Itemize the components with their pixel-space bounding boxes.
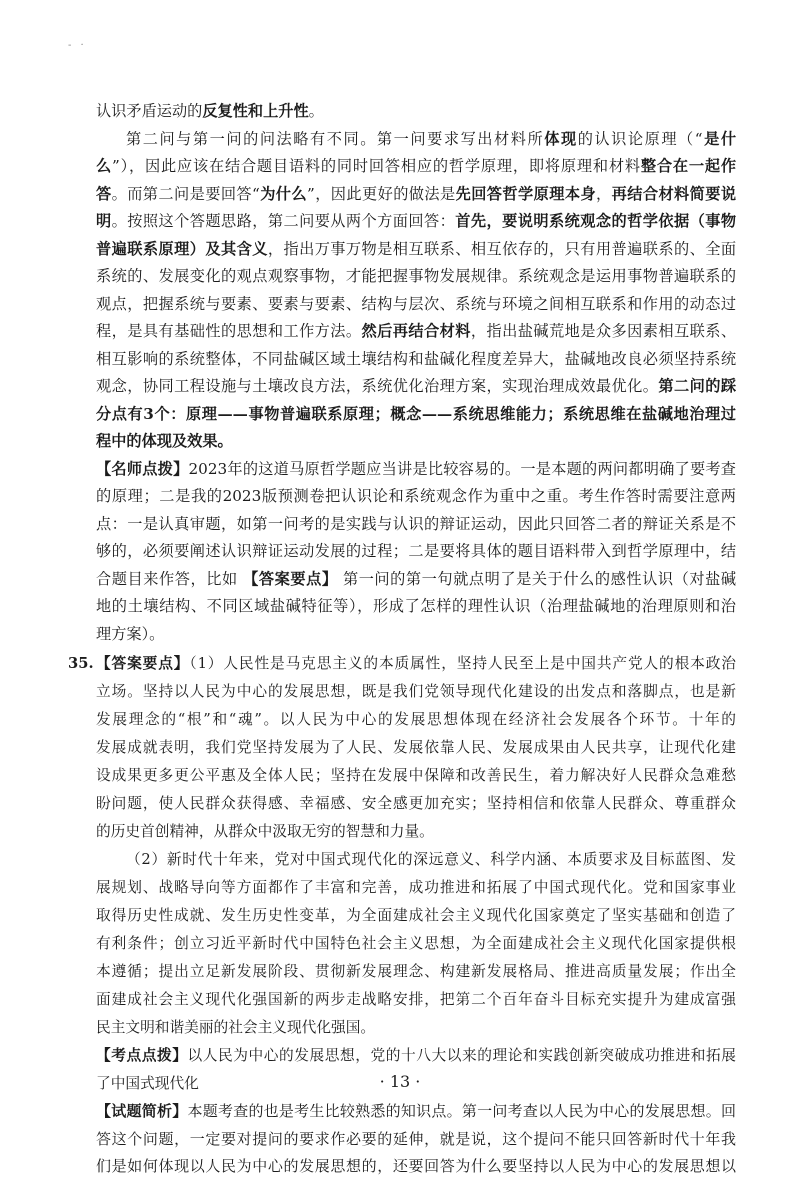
text-line (96, 456, 736, 484)
corner-mark: - · (68, 40, 87, 51)
text-line (96, 511, 736, 539)
text: 立场。坚持以人民为中心的发展思想，既是我们党领导现代化建设的出发点和落脚点，也是新 (96, 683, 736, 700)
text: 地的土壤结构、不同区域盐碱特征等），形成了怎样的理性认识（治理盐碱地的治理原则和治 (96, 597, 736, 615)
text-line (96, 1042, 736, 1070)
text-line (96, 318, 736, 346)
bold-text: 为什么 (259, 184, 308, 203)
text-line (96, 593, 736, 621)
section-question-34-analysis (96, 98, 736, 648)
text-line (96, 1126, 736, 1154)
text: 的原理；二是我的2023版预测卷把认识论和系统观念作为重中之重。考生作答时需要注意两 (96, 487, 736, 505)
text: 了中国式现代化 (96, 1075, 199, 1092)
text: 本题考查的也是考生比较熟悉的知识点。第一问考查以人民为中心的发展思想。回 (187, 1102, 736, 1120)
text: 相互影响的系统整体，不同盐碱区域土壤结构和盐碱化程度差异大，盐碱地改良必须坚持系统 (96, 349, 736, 368)
text: 发展成就表明，我们党坚持发展为了人民、发展依靠人民、发展成果由人民共享，让现代化建 (96, 739, 736, 756)
bold-text: 【名师点拨】 (96, 459, 189, 478)
text: 的历史首创精神，从群众中汲取无穷的智慧和力量。 (96, 823, 434, 840)
text: 点：一是认真审题，如第一问考的是实践与认识的辩证运动，因此只回答二者的辩证关系是不 (96, 514, 736, 533)
text: ，指出盐碱荒地是众多因素相互联系、 (470, 322, 737, 340)
text: 第一问的第一句就点明了是关于什么的感性认识（对盐碱 (337, 569, 737, 588)
bold-text: 首先，要说明系统观念的哲学依据（事物 (455, 212, 737, 230)
text-line (96, 208, 736, 236)
bold-text: 体现 (544, 129, 578, 148)
text: 以人民为中心的发展思想，党的十八大以来的理论和实践创新突破成功推进和拓展 (187, 1047, 736, 1064)
text: 认识矛盾运动的 (96, 102, 203, 120)
text: 够的，必须要阐述认识辩证运动发展的过程；二是要将具体的题目语料带入到哲学原理中，结 (96, 542, 736, 560)
text-line (96, 762, 736, 790)
text: 程，是具有基础性的思想和工作方法。 (96, 322, 362, 340)
text: 合题目来作答，比如 (96, 569, 244, 588)
bold-text: 么 (96, 157, 112, 175)
text: 的认识论原理（“ (577, 129, 703, 148)
bold-text: 是什 (702, 129, 737, 148)
text: 民主文明和谐美丽的社会主义现代化强国。 (96, 1019, 376, 1036)
page-body (68, 98, 737, 1181)
text: 观点，把握系统与要素、要素与要素、结构与层次、系统与环境之间相互联系和作用的动态过 (96, 294, 736, 313)
text-line (96, 902, 736, 930)
text-line (96, 1014, 736, 1042)
text-line (96, 566, 736, 594)
text-line (96, 986, 736, 1014)
text-line (96, 818, 736, 846)
text-line (96, 706, 736, 734)
section-analysis (96, 1098, 736, 1181)
text-line (96, 874, 736, 902)
bold-text: 【考点点拨】 (96, 1047, 188, 1064)
text-line (96, 401, 736, 429)
bold-text: 然后再结合材料 (361, 322, 471, 340)
text-line (96, 291, 736, 319)
bold-text: 【答案要点】 (96, 655, 190, 672)
text: （1）人民性是马克思主义的本质属性，坚持人民至上是中国共产党人的根本政治 (189, 655, 736, 672)
text: 盼问题，使人民群众获得感、幸福感、安全感更加充实；坚持相信和依靠人民群众、尊重群众 (96, 795, 736, 812)
bold-text: 【答案要点】 (243, 569, 338, 588)
bold-text: 普遍联系原理）及其含义 (96, 239, 268, 258)
text: 设成果更多更公平惠及全体人民；坚持在发展中保障和改善民生，着力解决好人民群众急难愁 (96, 767, 736, 784)
text-line (96, 1153, 736, 1181)
text: 第二问与第一问的问法略有不同。第一问要求写出材料所 (126, 129, 545, 148)
bold-text: 第二问的踩 (658, 377, 737, 395)
text: （2）新时代十年来，党对中国式现代化的深远意义、科学内涵、本质要求及目标蓝图、发 (126, 851, 736, 868)
bold-text: 答 (96, 184, 112, 203)
text: 本遵循；提出立足新发展阶段、贯彻新发展理念、构建新发展格局、推进高质量发展；作出全 (96, 963, 736, 980)
text: 发展理念的“根”和“魂”。以人民为中心的发展思想体现在经济社会发展各个环节。十年的 (96, 711, 736, 728)
text-line (96, 346, 736, 374)
bold-text: 明 (96, 212, 112, 230)
text: 取得历史性成就、发生历史性变革，为全面建成社会主义现代化国家奠定了坚实基础和创造了 (96, 907, 736, 924)
text-line (96, 1098, 736, 1126)
text-line (96, 181, 736, 209)
bold-text: 整合在一起作 (640, 157, 737, 175)
text-line (96, 538, 736, 566)
text: ”，因此更好的做法是 (307, 184, 456, 203)
section-question-35 (68, 650, 736, 1098)
text: 理方案）。 (96, 624, 165, 643)
bold-text: 【试题简析】 (96, 1102, 188, 1120)
text-line (96, 98, 736, 126)
text-line (68, 650, 736, 678)
text: ，指出万事万物是相互联系、相互依存的，只有用普遍联系的、全面 (267, 239, 737, 258)
text: 们是如何体现以人民为中心的发展思想的，还要回答为什么要坚持以人民为中心的发展思想以 (96, 1157, 736, 1175)
question-number: 35. (68, 655, 94, 672)
text-line (96, 846, 736, 874)
text-line (96, 483, 736, 511)
text: ， (596, 184, 612, 203)
text-line (96, 678, 736, 706)
text-line (96, 790, 736, 818)
text-line (96, 930, 736, 958)
text: 。而第二问是要回答“ (111, 184, 260, 203)
text: 观念，协同工程设施与土壤改良方法，系统优化治理方案，实现治理成效最优化。 (96, 377, 659, 395)
bold-text: 先回答哲学原理本身 (455, 184, 597, 203)
text: 2023年的这道马原哲学题应当讲是比较容易的。一是本题的两问都明确了要考查 (188, 459, 736, 478)
text: 面建成社会主义现代化强国新的两步走战略安排，把第二个百年奋斗目标充实提升为建成富强 (96, 991, 736, 1008)
text: 系统的、发展变化的观点观察事物，才能把握事物发展规律。系统观念是运用事物普遍联系的 (96, 267, 736, 285)
text-line (96, 263, 736, 291)
text-line (96, 373, 736, 401)
text: 。 (308, 102, 324, 120)
text-line (96, 153, 736, 181)
text-line (96, 236, 736, 264)
text: 展规划、战略导向等方面都作了丰富和完善，成功推进和拓展了中国式现代化。党和国家事业 (96, 879, 736, 896)
bold-text: 分点有3个：原理——事物普遍联系原理；概念——系统思维能力；系统思维在盐碱地治理过 (96, 404, 736, 423)
page-number: · 13 · (379, 1072, 421, 1091)
text-line (96, 126, 736, 154)
text-line (96, 621, 736, 649)
text-line (96, 428, 736, 456)
text-line (96, 734, 736, 762)
bold-text: 程中的体现及效果。 (96, 432, 233, 450)
text-line (96, 958, 736, 986)
text: 有利条件；创立习近平新时代中国特色社会主义思想，为全面建成社会主义现代化国家提供根 (96, 935, 736, 952)
text: 答这个问题，一定要对提问的要求作必要的延伸，就是说，这个提问不能只回答新时代十年我 (96, 1129, 736, 1148)
bold-text: 反复性和上升性 (202, 102, 309, 120)
text: ”），因此应该在结合题目语料的同时回答相应的哲学原理，即将原理和材料 (112, 157, 641, 175)
text: 。按照这个答题思路，第二问要从两个方面回答： (111, 212, 456, 230)
bold-text: 再结合材料简要说 (611, 184, 737, 203)
